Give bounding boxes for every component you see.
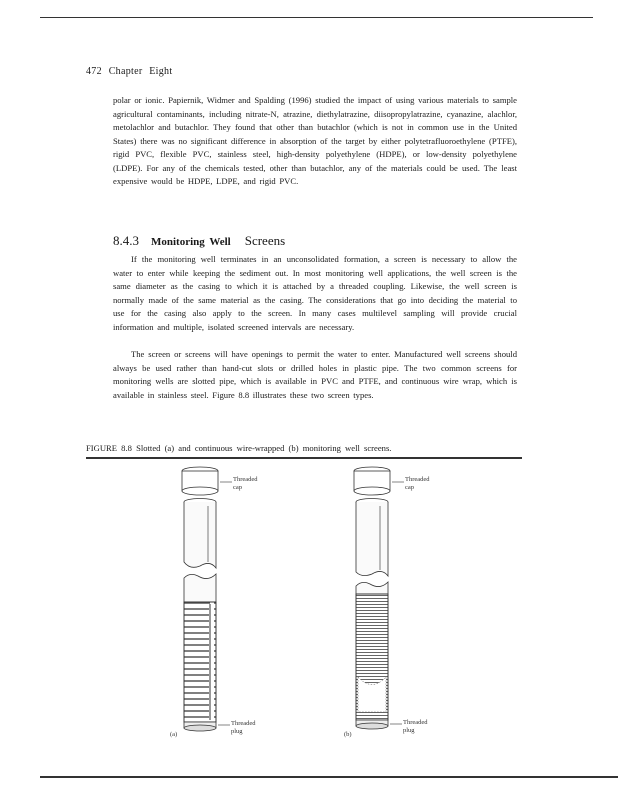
section-heading [113,233,285,249]
label-threaded-cap-b-line2: cap [405,484,415,491]
well-screen-illustration [140,462,500,742]
label-threaded-cap-a-line1: Threaded [233,476,258,483]
casing-b-upper [356,499,388,577]
label-threaded-plug-b-line1: Threaded [403,719,428,726]
label-threaded-plug-a-line1: Threaded [231,720,256,727]
section-title-rest: Screens [244,233,286,248]
threaded-cap-a [182,467,218,495]
caption-rule [86,457,522,459]
wire-wrap-section [356,582,388,729]
bottom-rule [40,776,618,778]
top-rule [40,17,593,18]
figure-caption: FIGURE 8.8 Slotted (a) and continuous wire-wrapped (b) monitoring well screens. [86,443,392,453]
slotted-screen-drawing [170,467,258,738]
label-threaded-cap-a-line2: cap [233,484,243,491]
well-screen-figure [140,462,500,742]
wire-wrapped-screen-drawing [344,467,430,738]
section-title-bold: Monitoring Well [151,236,231,248]
paragraph-materials: polar or ionic. Papiernik, Widmer and Spalding (1996) studied the impact of using various materials to sample agricultural contaminants, including nitrate-N, atrazine, diethylatrazine, diisopropylatrazine, cyanazine, alachlor, metolachlor and butachlor. They found that other than butachlor (which is not in common use in the United States) there was no significant difference in absorption of the target by either polytetrafluoroethylene (PTFE), rigid PVC, flexible PVC, stainless steel, high-density polyethylene (HDPE), or low-density polyethylene (LDPE). For any of the chemicals tested, other than butachlor, any of the materials could be used. The least expensive would be HDPE, LDPE, and rigid PVC. [113,95,517,187]
panel-label-a: (a) [170,731,178,738]
casing-a-upper [184,499,216,569]
label-threaded-plug-a-line2: plug [231,728,243,735]
paragraph-screen-types: The screen or screens will have openings to permit the water to enter. Manufactured well screens should always be used rather than hand-cut slots or drilled holes in plastic pipe. The two common screens for monitoring wells are slotted pipe, which is available in PVC and PTFE, and continuous wire wrap, which is available in stainless steel. Figure 8.8 illustrates these two screen types. [113,349,517,400]
threaded-cap-b [354,467,390,495]
section-number: 8.4.3 [113,233,139,248]
panel-label-b: (b) [344,731,352,738]
slotted-section [184,574,216,731]
running-head: 472 Chapter Eight [86,66,173,77]
label-threaded-plug-b-line2: plug [403,727,415,734]
paragraph-screens-intro: If the monitoring well terminates in an unconsolidated formation, a screen is necessary to allow the water to enter while keeping the sediment out. In most monitoring well applications, the well screen is the same diameter as the casing to which it is attached by a threaded coupling. Likewise, the well screen is normally made of the same material as the casing. The considerations that go into deciding the material to use for the casing also apply to the screen. In many cases multilevel sampling will provide crucial information and multiple, isolated screened intervals are necessary. [113,254,517,332]
label-threaded-cap-b-line1: Threaded [405,476,430,483]
